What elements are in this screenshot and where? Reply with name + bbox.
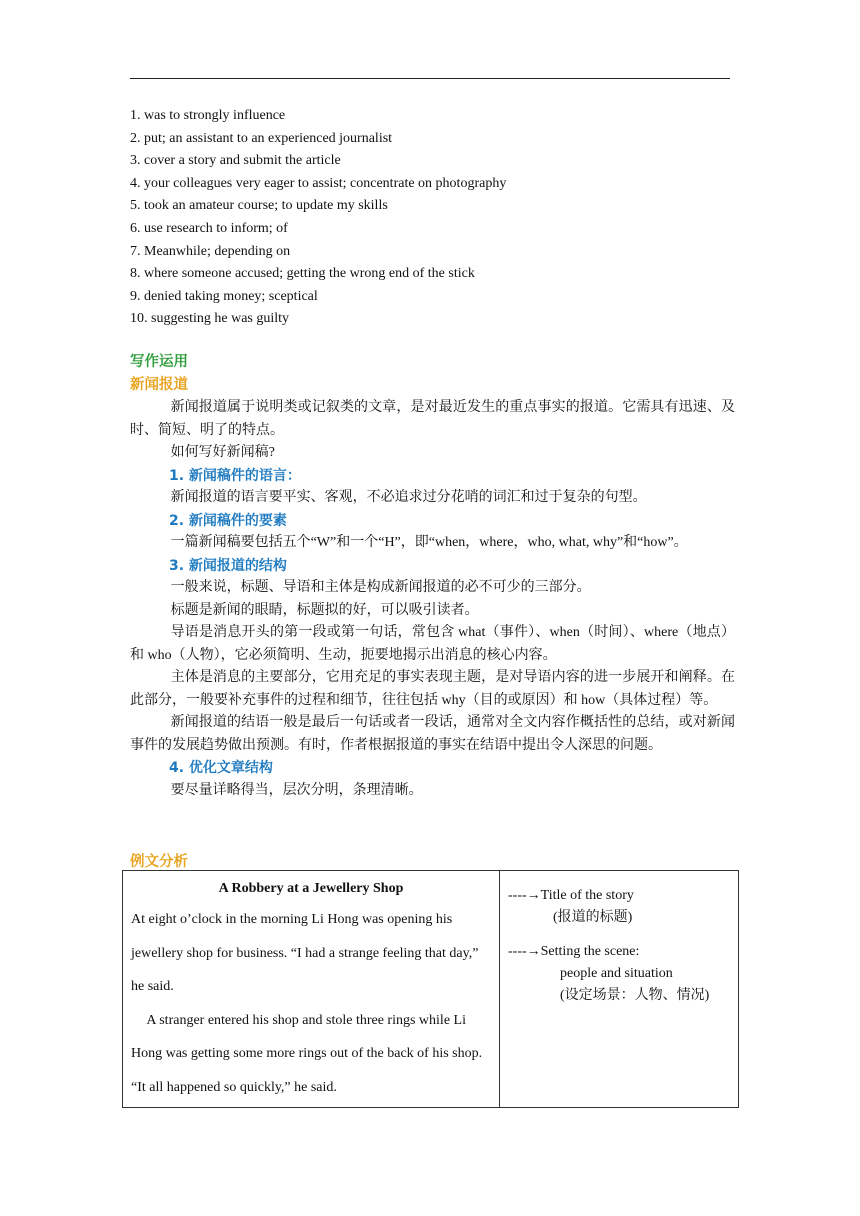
question-paragraph: 如何写好新闻稿?	[170, 445, 275, 460]
note-title	[508, 885, 738, 929]
answer-item: 3. cover a story and submit the article	[130, 153, 341, 169]
subheading-structure: 3. 新闻报道的结构	[169, 557, 287, 574]
story-paragraph: At eight o’clock in the morning Li Hong was opening his jewellery shop for business. “I had a strange feeling that day,” he said.	[131, 912, 479, 995]
story-title: A Robbery at a Jewellery Shop	[218, 881, 404, 896]
writing-heading: 写作运用	[130, 354, 188, 370]
lead-paragraph: 导语是消息开头的第一段或第一句话，常包含 what（事件）、when（时间）、where（地点）和 who（人物），它必须简明、生动，扼要地揭示出消息的核心内容。	[130, 625, 735, 663]
elements-paragraph: 一篇新闻稿要包括五个“W”和一个“H”，即“when，where，who, what, why”和“how”。	[170, 535, 688, 550]
answer-item: 6. use research to inform; of	[130, 220, 288, 236]
answer-item: 5. took an amateur course; to update my skills	[130, 198, 388, 214]
optimize-paragraph: 要尽量详略得当，层次分明，条理清晰。	[170, 782, 423, 798]
language-paragraph: 新闻报道的语言要平实、客观，不必追求过分花哨的词汇和过于复杂的句型。	[170, 490, 647, 505]
writing-section	[130, 352, 735, 802]
subheading-optimize: 4. 优化文章结构	[169, 760, 273, 776]
answer-item: 1. was to strongly influence	[130, 108, 286, 123]
answer-list	[130, 107, 730, 333]
note-line: (设定场景：人物、情况)	[560, 988, 710, 1003]
topic-heading: 新闻报道	[130, 376, 188, 393]
ending-paragraph: 新闻报道的结语一般是最后一句话或者一段话，通常对全文内容作概括性的总结，或对新闻事件的发展趋势做出预测。有时，作者根据报道的事实在结语中提出令人深思的问题。	[130, 715, 735, 753]
note-line: ----→Setting the scene:	[508, 944, 640, 959]
subheading-language: 1. 新闻稿件的语言：	[169, 467, 301, 484]
intro-paragraph: 新闻报道属于说明类或记叙类的文章，是对最近发生的重点事实的报道。它需具有迅速、及时、简短、明了的特点。	[130, 400, 735, 438]
answer-item: 7. Meanwhile; depending on	[130, 243, 291, 259]
note-line: people and situation	[560, 966, 673, 981]
story-paragraph: A stranger entered his shop and stole three rings while Li Hong was getting some more rings out of the back of his shop. “It all happened so quickly,” he said.	[131, 1012, 483, 1095]
story-cell	[123, 871, 500, 1108]
note-line: ----→Title of the story	[508, 888, 634, 903]
note-setting	[508, 941, 738, 1007]
answer-item: 9. denied taking money; sceptical	[130, 288, 318, 304]
example-heading: 例文分析	[130, 854, 188, 870]
headline-paragraph: 标题是新闻的眼睛，标题拟的好，可以吸引读者。	[170, 602, 479, 618]
answer-item: 4. your colleagues very eager to assist; concentrate on photography	[130, 175, 507, 191]
header-rule	[130, 78, 730, 79]
example-table	[122, 870, 739, 1108]
structure-paragraph: 一般来说，标题、导语和主体是构成新闻报道的必不可少的三部分。	[170, 580, 591, 595]
answer-item: 10. suggesting he was guilty	[130, 311, 290, 327]
answer-item: 8. where someone accused; getting the wrong end of the stick	[130, 266, 475, 282]
note-line: (报道的标题)	[553, 910, 633, 925]
subheading-elements: 2. 新闻稿件的要素	[169, 512, 287, 529]
body-paragraph: 主体是消息的主要部分，它用充足的事实表现主题，是对导语内容的进一步展开和阐释。在此部分，一般要补充事件的过程和细节，往往包括 why（目的或原因）和 how（具体过程）等。	[130, 670, 735, 708]
notes-cell	[500, 871, 739, 1108]
answer-item: 2. put; an assistant to an experienced journalist	[130, 130, 393, 146]
